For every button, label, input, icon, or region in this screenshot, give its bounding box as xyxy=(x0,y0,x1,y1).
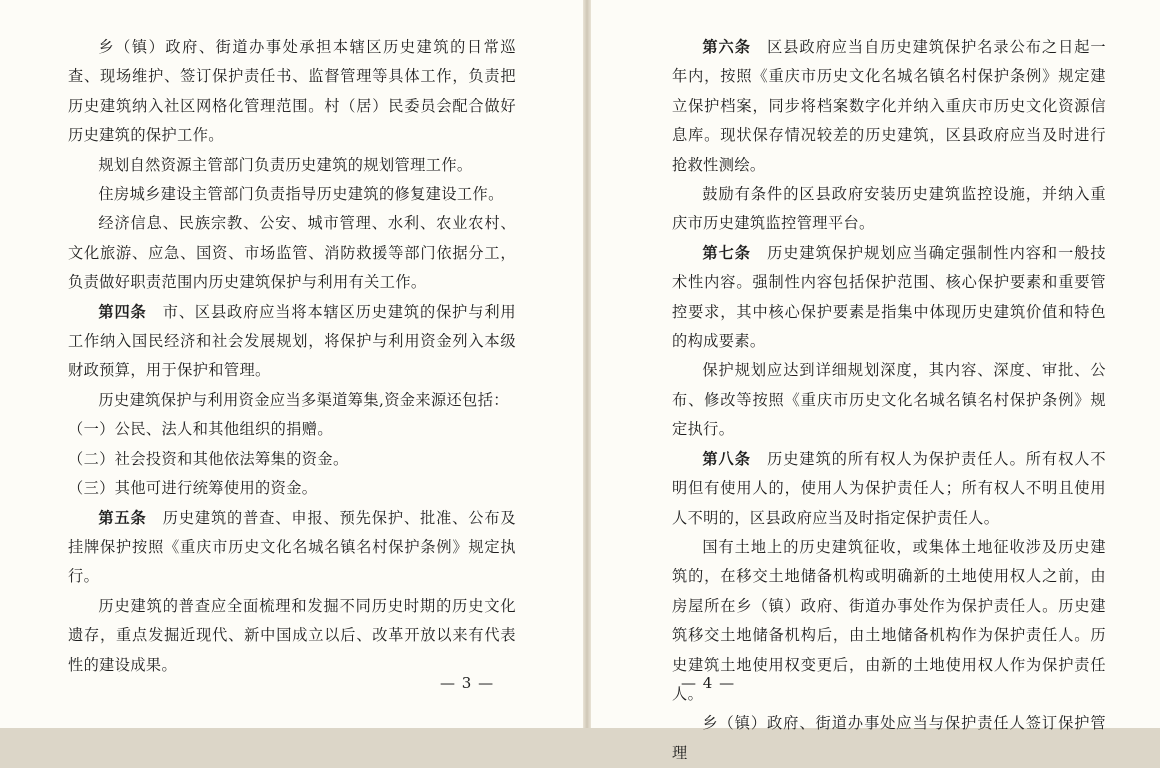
page-gutter xyxy=(583,0,591,728)
paragraph-text: （二）社会投资和其他依法筹集的资金。 xyxy=(68,449,349,468)
paragraph-text: 历史建筑的所有权人为保护责任人。所有权人不明但有使用人的，使用人为保护责任人；所有权人不明且使用人不明的，区县政府应当及时指定保护责任人。 xyxy=(672,449,1107,527)
paragraph-text: 住房城乡建设主管部门负责指导历史建筑的修复建设工作。 xyxy=(98,185,504,204)
paragraph-text: 历史建筑的普查应全面梳理和发掘不同历史时期的历史文化遗存，重点发掘近现代、新中国成立以后、改革开放以来有代表性的建设成果。 xyxy=(68,596,516,674)
paragraph-text: 历史建筑保护与利用资金应当多渠道筹集,资金来源还包括： xyxy=(98,390,509,409)
paragraph-text: （一）公民、法人和其他组织的捐赠。 xyxy=(68,420,333,439)
paragraph-text: 历史建筑保护规划应当确定强制性内容和一般技术性内容。强制性内容包括保护范围、核心保护要素和重要管控要求，其中核心保护要素是指集中体现历史建筑价值和特色的构成要素。 xyxy=(672,243,1107,351)
paragraph xyxy=(68,386,516,415)
paragraph-text: 乡（镇）政府、街道办事处承担本辖区历史建筑的日常巡查、现场维护、签订保护责任书、监督管理等具体工作，负责把历史建筑纳入社区网格化管理范围。村（居）民委员会配合做好历史建筑的保护工作。 xyxy=(68,38,516,145)
right-page-content xyxy=(672,33,1106,768)
article-paragraph xyxy=(672,445,1106,533)
paragraph xyxy=(68,592,516,680)
article-heading: 第七条 xyxy=(702,243,751,262)
page-left xyxy=(0,0,583,728)
article-paragraph xyxy=(672,239,1106,357)
paragraph-text: 保护规划应达到详细规划深度，其内容、深度、审批、公布、修改等按照《重庆市历史文化名城名镇名村保护条例》规定执行。 xyxy=(672,361,1106,439)
article-heading: 第四条 xyxy=(98,302,147,321)
paragraph-text: 历史建筑的普查、申报、预先保护、批准、公布及挂牌保护按照《重庆市历史文化名城名镇名村保护条例》规定执行。 xyxy=(68,508,517,586)
paragraph xyxy=(672,180,1106,239)
article-paragraph xyxy=(68,298,516,386)
paragraph xyxy=(672,533,1106,709)
paragraph xyxy=(68,33,516,151)
page-number: — 4 — xyxy=(681,674,736,692)
paragraph xyxy=(68,474,516,503)
paragraph xyxy=(672,356,1106,444)
article-paragraph xyxy=(672,33,1106,180)
paragraph xyxy=(68,445,516,474)
article-paragraph xyxy=(68,504,516,592)
paragraph xyxy=(68,151,516,180)
paragraph xyxy=(68,180,516,209)
page-right xyxy=(591,0,1160,762)
paragraph-text: 市、区县政府应当将本辖区历史建筑的保护与利用工作纳入国民经济和社会发展规划，将保护与利用资金列入本级财政预算，用于保护和管理。 xyxy=(68,302,517,380)
paragraph xyxy=(68,209,516,297)
left-page-content xyxy=(68,33,516,680)
paragraph-text: 规划自然资源主管部门负责历史建筑的规划管理工作。 xyxy=(98,155,473,174)
paragraph-text: 区县政府应当自历史建筑保护名录公布之日起一年内，按照《重庆市历史文化名城名镇名村保护条例》规定建立保护档案，同步将档案数字化并纳入重庆市历史文化资源信息库。现状保存情况较差的历史建筑，区县政府应当及时进行抢救性测绘。 xyxy=(672,38,1107,174)
page-number: — 3 — xyxy=(440,674,495,692)
article-heading: 第五条 xyxy=(98,508,147,527)
paragraph-text: （三）其他可进行统筹使用的资金。 xyxy=(68,479,318,498)
paragraph xyxy=(68,415,516,444)
paragraph-text: 国有土地上的历史建筑征收，或集体土地征收涉及历史建筑的，在移交土地储备机构或明确新的土地使用权人之前，由房屋所在乡（镇）政府、街道办事处作为保护责任人。历史建筑移交土地储备机构后，由土地储备机构作为保护责任人。历史建筑土地使用权变更后，由新的土地使用权人作为保护责任人。 xyxy=(672,537,1106,703)
paragraph-text: 经济信息、民族宗教、公安、城市管理、水利、农业农村、文化旅游、应急、国资、市场监管、消防救援等部门依据分工，负责做好职责范围内历史建筑保护与利用有关工作。 xyxy=(68,214,516,292)
paragraph xyxy=(672,709,1106,768)
paragraph-text: 鼓励有条件的区县政府安装历史建筑监控设施，并纳入重庆市历史建筑监控管理平台。 xyxy=(672,185,1106,233)
article-heading: 第六条 xyxy=(702,38,751,56)
article-heading: 第八条 xyxy=(702,449,751,468)
paragraph-text: 乡（镇）政府、街道办事处应当与保护责任人签订保护管理 xyxy=(672,714,1106,762)
